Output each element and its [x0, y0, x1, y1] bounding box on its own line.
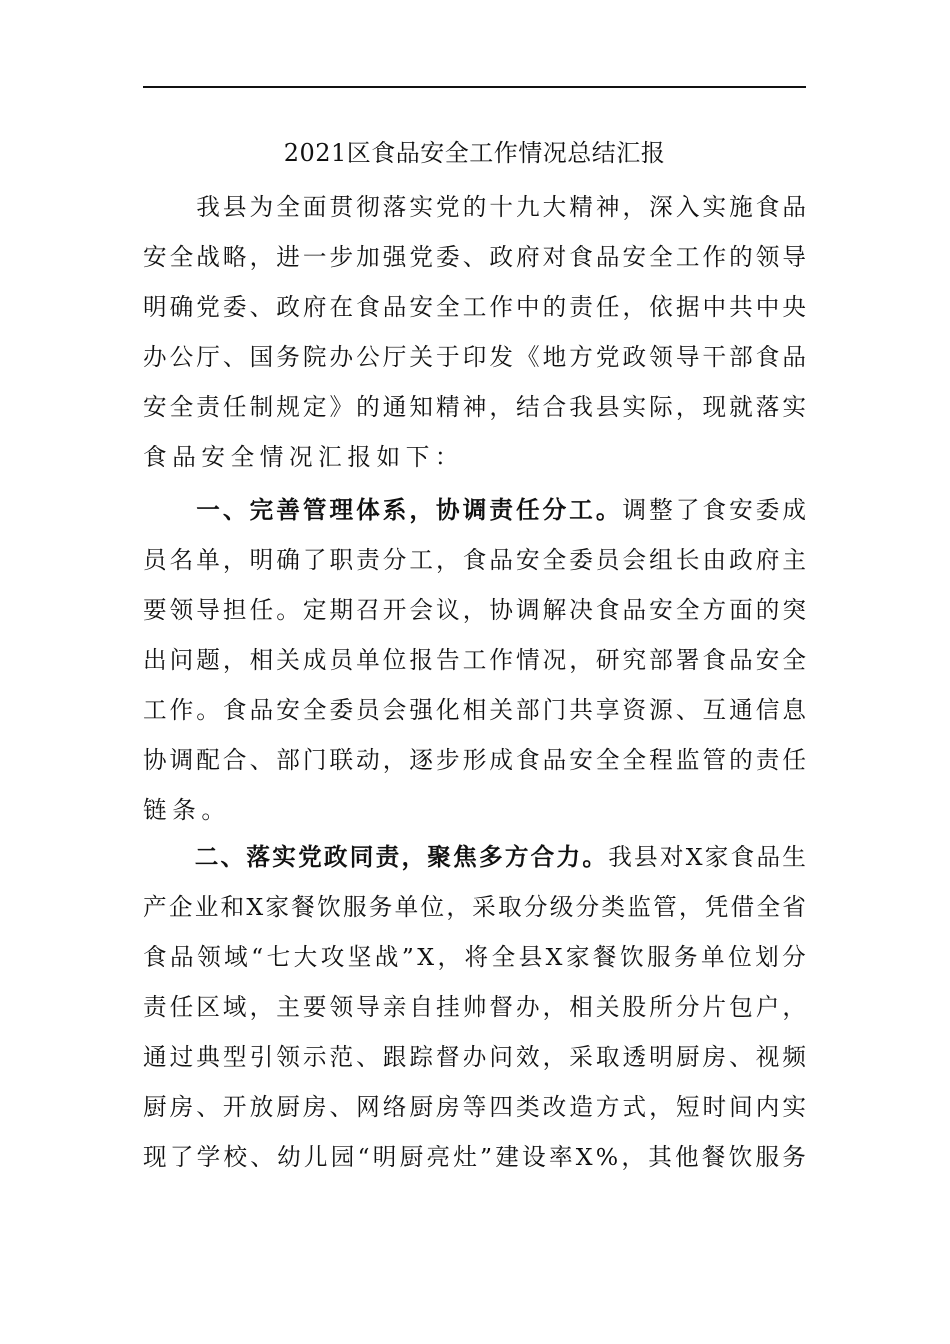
- paragraph-1-line: 我 县 为 全 面 贯 彻 落 实 党 的 十 九 大 精 神 ， 深 入 实 施 食 品: [196, 193, 806, 221]
- paragraph-1-line: 安 全 战 略 ， 进 一 步 加 强 党 委 、 政 府 对 食 品 安 全 工 作 的 领 导: [143, 243, 806, 271]
- paragraph-3-line: 食 品 领 域 “ 七 大 攻 坚 战 ” X ， 将 全 县 X 家 餐 饮 服 务 单 位 划 分: [143, 943, 806, 971]
- paragraph-2-line: 员 名 单 ， 明 确 了 职 责 分 工 ， 食 品 安 全 委 员 会 组 长 由 政 府 主: [143, 546, 806, 574]
- paragraph-2-line: 要 领 导 担 任 。 定 期 召 开 会 议 ， 协 调 解 决 食 品 安 全 方 面 的 突: [143, 596, 806, 624]
- paragraph-2-line: 链 条 。: [143, 796, 225, 824]
- paragraph-2-line: 协 调 配 合 、 部 门 联 动 ， 逐 步 形 成 食 品 安 全 全 程 监 管 的 责 任: [143, 746, 806, 774]
- paragraph-1-line: 安 全 责 任 制 规 定 》 的 通 知 精 神 ， 结 合 我 县 实 际 ， 现 就 落 实: [143, 393, 806, 421]
- paragraph-3-line: 责 任 区 域 ， 主 要 领 导 亲 自 挂 帅 督 办 ， 相 关 股 所 分 片 包 户 ，: [143, 993, 806, 1021]
- paragraph-2-line: 工 作 。 食 品 安 全 委 员 会 强 化 相 关 部 门 共 享 资 源 、 互 通 信 息: [143, 696, 806, 724]
- paragraph-3-line: 厨 房 、 开 放 厨 房 、 网 络 厨 房 等 四 类 改 造 方 式 ， 短 时 间 内 实: [143, 1093, 806, 1121]
- paragraph-3-line: 现 了 学 校 、 幼 儿 园 “ 明 厨 亮 灶 ” 建 设 率 X % ， 其 他 餐 饮 服 务: [143, 1143, 806, 1171]
- paragraph-3-line: 二 、 落 实 党 政 同 责 ， 聚 焦 多 方 合 力 。 我 县 对 X 家 食 品 生: [194, 843, 806, 871]
- paragraph-3-line: 通 过 典 型 引 领 示 范 、 跟 踪 督 办 问 效 ， 采 取 透 明 厨 房 、 视 频: [143, 1043, 806, 1071]
- paragraph-2-line: 一 、 完 善 管 理 体 系 ， 协 调 责 任 分 工 。 调 整 了 食 安 委 成: [196, 496, 806, 524]
- document-title: 2021区食品安全工作情况总结汇报: [283, 139, 666, 167]
- paragraph-1-line: 食 品 安 全 情 况 汇 报 如 下 ：: [143, 443, 459, 471]
- paragraph-1-line: 明 确 党 委 、 政 府 在 食 品 安 全 工 作 中 的 责 任 ， 依 据 中 共 中 央: [143, 293, 806, 321]
- paragraph-2-line: 出 问 题 ， 相 关 成 员 单 位 报 告 工 作 情 况 ， 研 究 部 署 食 品 安 全: [143, 646, 806, 674]
- paragraph-1-line: 办 公 厅 、 国 务 院 办 公 厅 关 于 印 发 《 地 方 党 政 领 导 干 部 食 品: [143, 343, 806, 371]
- header-rule: [143, 86, 806, 88]
- paragraph-3-line: 产 企 业 和 X 家 餐 饮 服 务 单 位 ， 采 取 分 级 分 类 监 管 ， 凭 借 全 省: [143, 893, 806, 921]
